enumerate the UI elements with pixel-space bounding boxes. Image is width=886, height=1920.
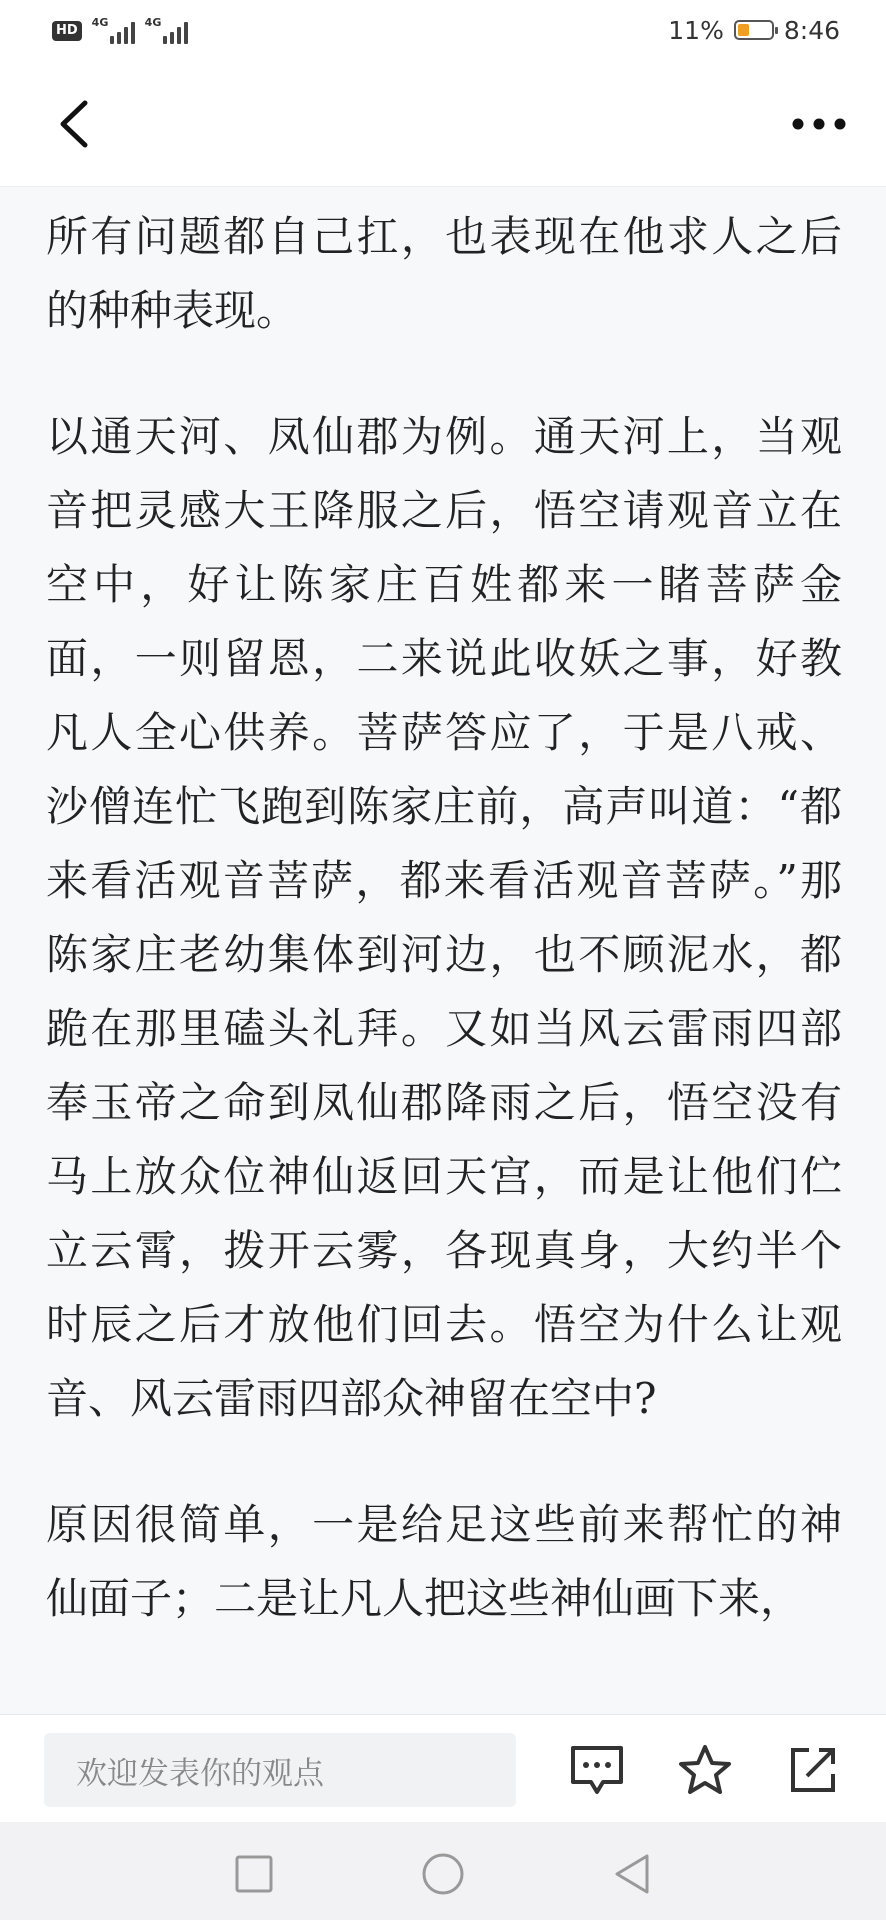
system-navigation-bar: [0, 1822, 886, 1920]
home-button[interactable]: [415, 1846, 471, 1902]
article-paragraph: 以通天河、凤仙郡为例。通天河上，当观音把灵感大王降服之后，悟空请观音立在空中，好让陈家庄百姓都来一睹菩萨金面，一则留恩，二来说此收妖之事，好教凡人全心供养。菩萨答应了，于是八戒、沙僧连忙飞跑到陈家庄前，高声叫道：“都来看活观音菩萨，都来看活观音菩萨。”那陈家庄老幼集体到河边，也不顾泥水，都跪在那里磕头礼拜。又如当风云雷雨四部奉玉帝之命到凤仙郡降雨之后，悟空没有马上放众位神仙返回天宫，而是让他们伫立云霄，拨开云雾，各现真身，大约半个时辰之后才放他们回去。悟空为什么让观音、风云雷雨四部众神留在空中?: [46, 412, 842, 1423]
hd-badge: HD: [52, 21, 82, 41]
comment-button[interactable]: [564, 1737, 630, 1803]
share-icon: [787, 1744, 839, 1796]
signal-strength-icon: [92, 18, 135, 44]
recent-apps-button[interactable]: [226, 1846, 282, 1902]
square-icon: [234, 1854, 274, 1894]
more-button[interactable]: [784, 94, 854, 154]
network-type-label-2: 4G: [144, 16, 162, 29]
system-back-button[interactable]: [604, 1846, 660, 1902]
circle-icon: [421, 1852, 465, 1896]
clock: 8:46: [783, 15, 840, 45]
status-bar: [0, 0, 886, 62]
battery-fill: [738, 24, 749, 36]
triangle-back-icon: [611, 1852, 653, 1896]
comment-bar: [0, 1714, 886, 1823]
battery-percent: 11%: [668, 15, 724, 45]
nav-bar: [0, 62, 886, 187]
comment-icon: [569, 1744, 625, 1796]
signal-strength-icon-2: [145, 18, 188, 44]
favorite-button[interactable]: [672, 1737, 738, 1803]
battery-icon: [734, 20, 774, 40]
article-paragraph: 所有问题都自己扛，也表现在他求人之后的种种表现。: [46, 212, 842, 335]
status-left: [52, 16, 188, 46]
article-body: [46, 186, 842, 1714]
share-button[interactable]: [780, 1737, 846, 1803]
chevron-left-icon: [57, 99, 91, 149]
network-type-label: 4G: [91, 16, 109, 29]
comment-input[interactable]: 欢迎发表你的观点: [44, 1733, 516, 1807]
article-paragraph: 原因很简单，一是给足这些前来帮忙的神仙面子；二是让凡人把这些神仙画下来，: [46, 1500, 842, 1623]
status-right: [668, 12, 840, 48]
more-dots-icon: [791, 117, 847, 131]
back-button[interactable]: [44, 94, 104, 154]
star-icon: [677, 1743, 733, 1797]
